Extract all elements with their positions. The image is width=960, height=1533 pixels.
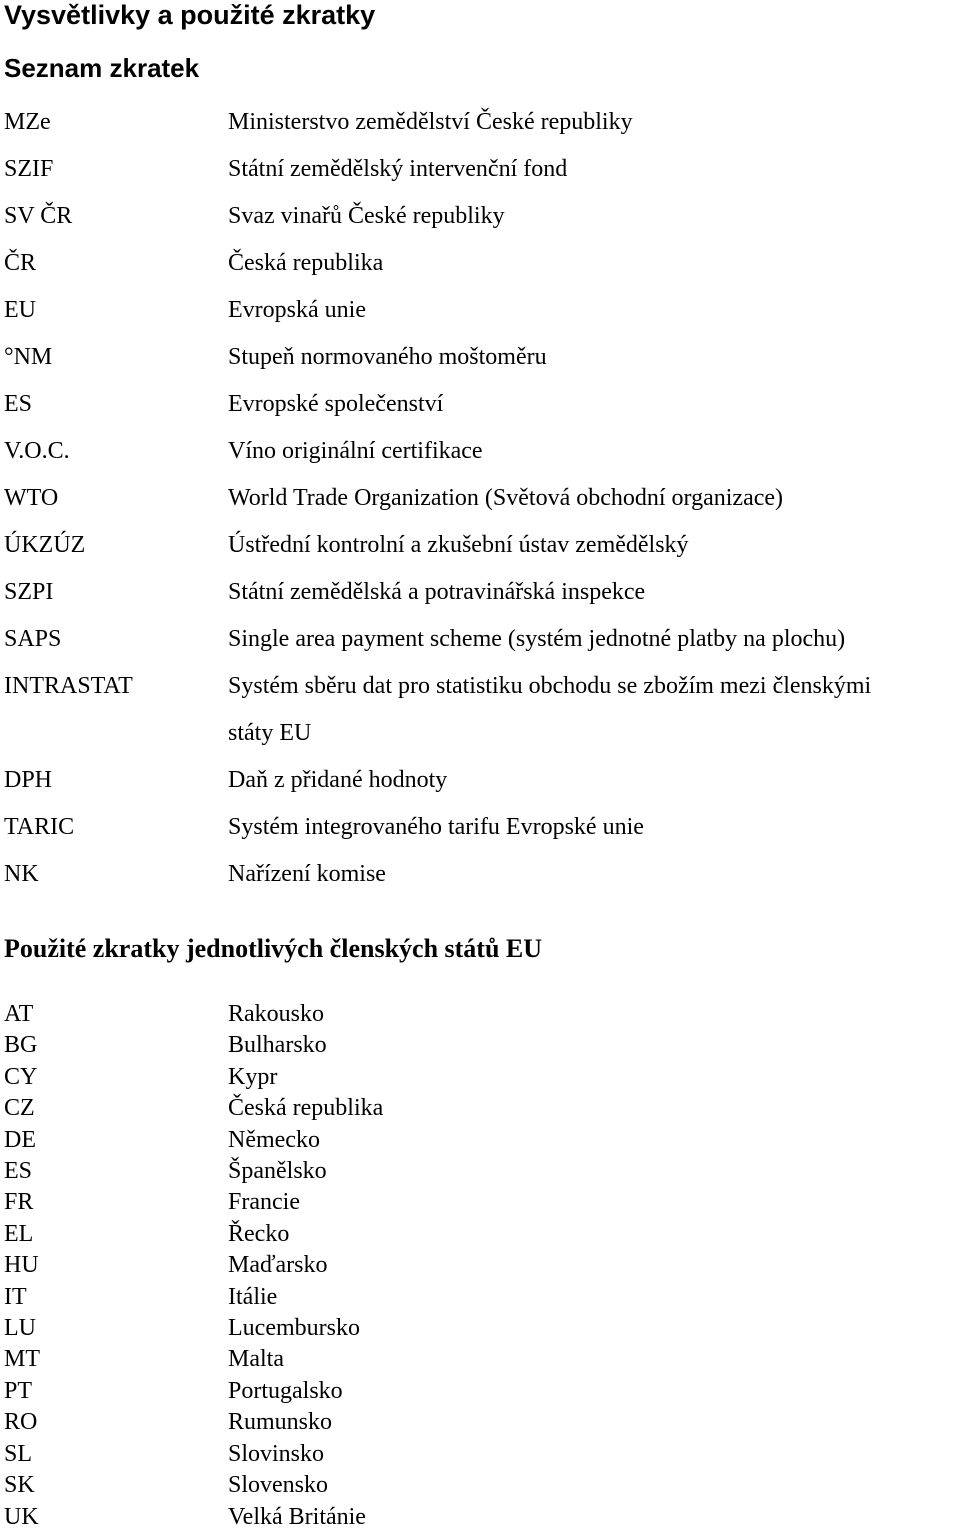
abbreviation-row [0,193,960,240]
country-code: LU [4,1315,36,1342]
country-row [0,999,960,1030]
country-row [0,1502,960,1533]
abbreviation-meaning: Daň z přidané hodnoty [228,767,448,793]
abbreviation-row [0,146,960,193]
country-name: Slovensko [228,1472,329,1499]
abbreviation-row [0,240,960,287]
country-code: CZ [4,1095,35,1122]
country-code: RO [4,1409,38,1436]
abbreviation-code: SZIF [4,156,54,182]
abbreviation-code: NK [4,861,39,887]
abbreviation-row [0,334,960,381]
abbreviation-meaning: Státní zemědělský intervenční fond [228,156,568,182]
abbreviation-code: WTO [4,485,59,511]
country-code: SK [4,1472,35,1499]
country-name: Kypr [228,1063,278,1090]
abbreviation-code: SZPI [4,579,54,605]
country-code: IT [4,1283,27,1310]
abbreviations-heading: Seznam zkratek [4,53,200,83]
country-code: HU [4,1252,39,1279]
country-name: Malta [228,1346,284,1373]
abbreviation-code: TARIC [4,814,75,840]
country-code: FR [4,1189,34,1216]
country-row [0,1219,960,1250]
country-name: Francie [228,1189,300,1216]
abbreviation-meaning: Systém integrovaného tarifu Evropské unie [228,814,644,840]
abbreviation-meaning: Víno originální certifikace [228,438,483,464]
country-row [0,1344,960,1375]
country-row [0,1439,960,1470]
abbreviation-row [0,522,960,569]
country-row [0,1313,960,1344]
country-code: AT [4,1001,34,1027]
abbreviation-row [0,663,960,710]
country-name: Bulharsko [228,1032,327,1059]
country-code: BG [4,1032,38,1059]
abbreviation-row [0,804,960,851]
country-name: Velká Británie [228,1503,366,1530]
country-code: DE [4,1126,36,1153]
abbreviation-row-continuation [0,710,960,757]
country-name: Maďarsko [228,1252,328,1279]
abbreviation-meaning-continuation: státy EU [228,720,312,746]
country-name: Itálie [228,1283,278,1310]
abbreviation-code: ES [4,391,33,417]
abbreviation-row [0,428,960,475]
abbreviation-row [0,99,960,146]
country-code: EL [4,1220,34,1247]
abbreviation-row [0,757,960,804]
abbreviation-meaning: World Trade Organization (Světová obchodní organizace) [228,485,784,511]
country-row [0,1093,960,1124]
abbreviation-code: ÚKZÚZ [4,532,86,558]
country-row [0,1187,960,1218]
country-code: CY [4,1063,38,1090]
abbreviation-row [0,851,960,898]
country-row [0,1282,960,1313]
abbreviation-meaning: Evropská unie [228,297,366,323]
abbreviation-row [0,287,960,334]
abbreviation-code: EU [4,297,36,323]
country-code: UK [4,1503,39,1530]
country-name: Slovinsko [228,1440,325,1467]
country-row [0,1156,960,1187]
abbreviation-meaning: Stupeň normovaného moštoměru [228,344,547,370]
country-row [0,1376,960,1407]
country-code: ES [4,1158,33,1185]
abbreviation-row [0,616,960,663]
abbreviation-meaning: Svaz vinařů České republiky [228,203,505,229]
countries-heading: Použité zkratky jednotlivých členských států EU [4,934,543,963]
abbreviation-code-empty [0,710,228,757]
abbreviation-meaning: Systém sběru dat pro statistiku obchodu se zbožím mezi členskými [228,673,872,699]
country-row [0,1250,960,1281]
country-name: Lucembursko [228,1315,360,1342]
abbreviation-meaning: Evropské společenství [228,391,444,417]
abbreviation-meaning: Nařízení komise [228,861,386,887]
abbreviation-code: SAPS [4,626,62,652]
abbreviation-meaning: Ústřední kontrolní a zkušební ústav zemědělský [228,532,689,558]
countries-list [0,999,960,1533]
abbreviation-code: DPH [4,767,53,793]
abbreviation-code: SV ČR [4,203,73,229]
abbreviation-code: V.O.C. [4,438,70,464]
abbreviation-row [0,475,960,522]
abbreviation-row [0,569,960,616]
country-row [0,1470,960,1501]
country-name: Rumunsko [228,1409,333,1436]
country-name: Rakousko [228,1001,324,1027]
country-name: Portugalsko [228,1377,343,1404]
country-row [0,1062,960,1093]
abbreviation-meaning: Státní zemědělská a potravinářská inspekce [228,579,646,605]
abbreviation-meaning: Ministerstvo zemědělství České republiky [228,109,633,135]
abbreviation-code: ČR [4,250,37,276]
country-row [0,1125,960,1156]
abbreviation-code: MZe [4,109,51,135]
country-code: SL [4,1440,33,1467]
country-row [0,1407,960,1438]
abbreviation-code: °NM [4,344,53,370]
abbreviations-list [0,99,960,898]
country-code: PT [4,1377,33,1404]
country-name: Německo [228,1126,320,1153]
abbreviation-meaning: Česká republika [228,250,384,276]
page-title: Vysvětlivky a použité zkratky [4,0,376,30]
abbreviation-meaning: Single area payment scheme (systém jednotné platby na plochu) [228,626,846,652]
abbreviation-code: INTRASTAT [4,673,133,699]
country-name: Česká republika [228,1095,384,1122]
abbreviation-row [0,381,960,428]
country-code: MT [4,1346,40,1373]
country-row [0,1030,960,1061]
country-name: Řecko [228,1220,290,1247]
country-name: Španělsko [228,1158,327,1185]
